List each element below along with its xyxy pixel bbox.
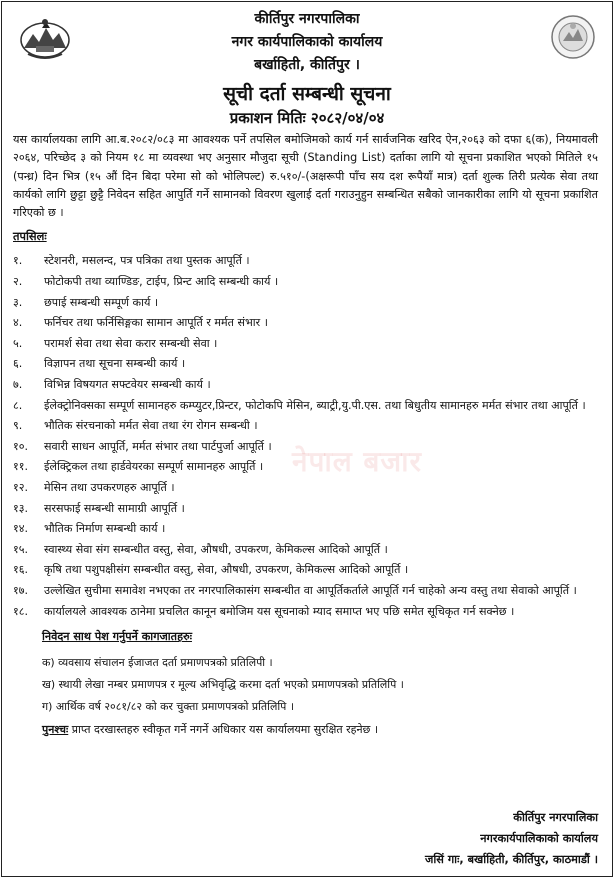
- item-number: ४.: [13, 316, 23, 330]
- item-text: ईलेक्ट्रिकल तथा हार्डवेयरका सम्पूर्ण सामानहरु आपूर्ति ।: [44, 460, 264, 474]
- item-text: भौतिक संरचनाको मर्मत सेवा तथा रंग रोगन सम्बन्धी ।: [44, 419, 258, 433]
- intro-paragraph: यस कार्यालयका लागि आ.ब.२०८२/०८३ मा आवश्यक पर्ने तपसिल बमोजिमको कार्य गर्न सार्वजनिक खरिद ऐन,२०६३ को दफा ६(क), नियमावली २०६४, परिच्छेद ३ को नियम १८ मा व्यवस्था भए अनुसार मौजुदा सूची (Standing List) दर्ताका लागि यो सूचना प्रकाशित भएको मितिले १५ (पन्ध्र) दिन भित्र (१५ औं दिन बिदा परेमा सो को भोलिपल्ट) रु.५१०/-(अक्षरूपी पाँच सय दश रूपैयाँ मात्र) दर्ता शुल्क तिरी प्रत्येक सेवा तथा कार्यको लागि छुट्टा छुट्टै निवेदन सहित आपुर्ति गर्ने सामानको विवरण खुलाई दर्ता गराउनुहुन सम्बन्धित सबैको जानकारीका लागि यो सूचना प्रकाशित गरिएको छ ।: [13, 133, 598, 220]
- item-text: ईलेक्ट्रोनिक्सका सम्पूर्ण सामानहरु कम्प्युटर,प्रिन्टर, फोटोकपि मेसिन, ब्याट्री,यु.पी.एस. तथा बिधुतीय सामानहरु मर्मत संभार तथा आपूर्ति ।: [44, 398, 586, 412]
- item-number: ५.: [13, 336, 23, 350]
- signature-municipality: कीर्तिपुर नगरपालिका: [513, 811, 598, 824]
- item-number: ६.: [13, 357, 23, 371]
- list-item: [13, 334, 596, 355]
- postscript-label: पुनश्चः: [42, 723, 69, 737]
- item-text: कार्यालयले आवश्यक ठानेमा प्रचलित कानून बमोजिम यस सूचनाको म्याद समाप्त भए पछि समेत सूचिकृत गर्न सक्नेछ ।: [44, 604, 515, 618]
- list-item: [13, 581, 596, 602]
- item-text: भौतिक निर्माण सम्बन्धी कार्य ।: [44, 522, 166, 536]
- document-item: ग) आर्थिक वर्ष २०८१/८२ को कर चुक्ता प्रमाणपत्रको प्रतिलिपि ।: [42, 700, 294, 714]
- item-text: स्वास्थ्य सेवा संग सम्बन्धीत वस्तु, सेवा, औषधी, उपकरण, केमिकल्स आदिको आपूर्ति ।: [44, 542, 388, 556]
- list-item: [13, 396, 596, 417]
- item-text: मेसिन तथा उपकरणहरु आपूर्ति ।: [44, 481, 175, 495]
- kirtipur-municipality-seal-icon: [550, 14, 596, 60]
- list-item: [13, 251, 596, 272]
- item-number: १८.: [13, 604, 29, 618]
- item-number: ११.: [13, 460, 29, 474]
- documents-list: [2, 652, 612, 718]
- notice-title: सूची दर्ता सम्बन्धी सूचना: [223, 83, 391, 105]
- item-number: ७.: [13, 378, 23, 392]
- item-number: ८.: [13, 398, 23, 412]
- office-header: [2, 2, 612, 77]
- office-name: नगर कार्यपालिकाको कार्यालय: [231, 34, 383, 50]
- item-number: १७.: [13, 583, 29, 597]
- notice-page: [1, 1, 613, 877]
- postscript-note: [2, 720, 612, 740]
- list-item: [13, 602, 596, 623]
- watermark-text: नेपाल बजार: [292, 445, 422, 478]
- signature-block: [425, 807, 598, 870]
- item-text: फर्निचर तथा फर्निसिङ्गका सामान आपूर्ति र मर्मत संभार ।: [44, 316, 268, 330]
- item-text: स्टेशनरी, मसलन्द, पत्र पत्रिका तथा पुस्तक आपूर्ति ।: [44, 254, 250, 268]
- item-number: २.: [13, 275, 23, 289]
- list-item: [13, 272, 596, 293]
- item-number: १२.: [13, 481, 29, 495]
- list-item: [13, 478, 596, 499]
- list-item: [13, 354, 596, 375]
- publication-date: प्रकाशन मितिः २०८२/०४/०४: [229, 109, 385, 127]
- item-text: कृषि तथा पशुपक्षीसंग सम्बन्धीत वस्तु, सेवा, औषधी, उपकरण, केमिकल्स आदिको आपूर्ति ।: [44, 563, 409, 577]
- nepal-government-emblem-icon: [18, 16, 72, 60]
- item-text: फोटोकपी तथा व्याण्डिङ, टाईप, प्रिन्ट आदि सम्बन्धी कार्य ।: [44, 275, 279, 289]
- item-text: परामर्श सेवा तथा सेवा करार सम्बन्धी सेवा ।: [44, 336, 218, 350]
- list-item: [13, 499, 596, 520]
- list-item: [13, 519, 596, 540]
- item-text: विभिन्न विषयगत सफ्टवेयर सम्बन्धी कार्य ।: [44, 378, 211, 392]
- document-item: ख) स्थायी लेखा नम्बर प्रमाणपत्र र मूल्य अभिवृद्धि करमा दर्ता भएको प्रमाणपत्रको प्रतिलिपि ।: [42, 678, 404, 692]
- item-number: ९.: [13, 419, 23, 433]
- item-text: उल्लेखित सुचीमा समावेश नभएका तर नगरपालिकासंग सम्बन्धीत वा आपूर्तिकर्ताले आपूर्ति गर्न चाहेको अन्य वस्तु तथा सेवाको आपूर्ति ।: [44, 583, 577, 597]
- list-item: [13, 560, 596, 581]
- list-item: [13, 313, 596, 334]
- item-number: १६.: [13, 563, 29, 577]
- item-text: विज्ञापन तथा सूचना सम्बन्धी कार्य ।: [44, 357, 186, 371]
- list-item: [13, 293, 596, 314]
- service-list: [2, 251, 612, 622]
- item-number: १४.: [13, 522, 29, 536]
- list-item: [13, 540, 596, 561]
- item-number: १०.: [13, 439, 29, 453]
- item-text: सरसफाई सम्बन्धी सामाग्री आपूर्ति ।: [44, 501, 185, 515]
- list-item: [13, 375, 596, 396]
- signature-address: जसिं गाः, बर्खाहिती, कीर्तिपुर, काठमाडौं ।: [424, 853, 598, 866]
- item-number: १.: [13, 254, 23, 268]
- item-number: १५.: [13, 542, 29, 556]
- signature-office: नगरकार्यपालिकाको कार्यालय: [480, 832, 598, 845]
- document-item: क) व्यवसाय संचालन ईजाजत दर्ता प्रमाणपत्रको प्रतिलिपी ।: [42, 656, 273, 670]
- office-address: बर्खाहिती, कीर्तिपुर ।: [254, 57, 360, 73]
- municipality-name: कीर्तिपुर नगरपालिका: [254, 11, 360, 27]
- list-item: [13, 416, 596, 437]
- item-text: सवारी साधन आपूर्ति, मर्मत संभार तथा पार्टपुर्जा आपूर्ति ।: [44, 439, 272, 453]
- item-text: छपाई सम्बन्धी सम्पूर्ण कार्य ।: [44, 295, 159, 309]
- item-number: ३.: [13, 295, 23, 309]
- item-number: १३.: [13, 501, 29, 515]
- tapsil-heading: तपसिलः: [13, 229, 47, 244]
- postscript-text: प्राप्त दरखास्तहरु स्वीकृत गर्ने नगर्ने अधिकार यस कार्यालयमा सुरक्षित रहनेछ ।: [71, 723, 378, 737]
- documents-heading: निवेदन साथ पेश गर्नुपर्ने कागजातहरुः: [42, 630, 192, 644]
